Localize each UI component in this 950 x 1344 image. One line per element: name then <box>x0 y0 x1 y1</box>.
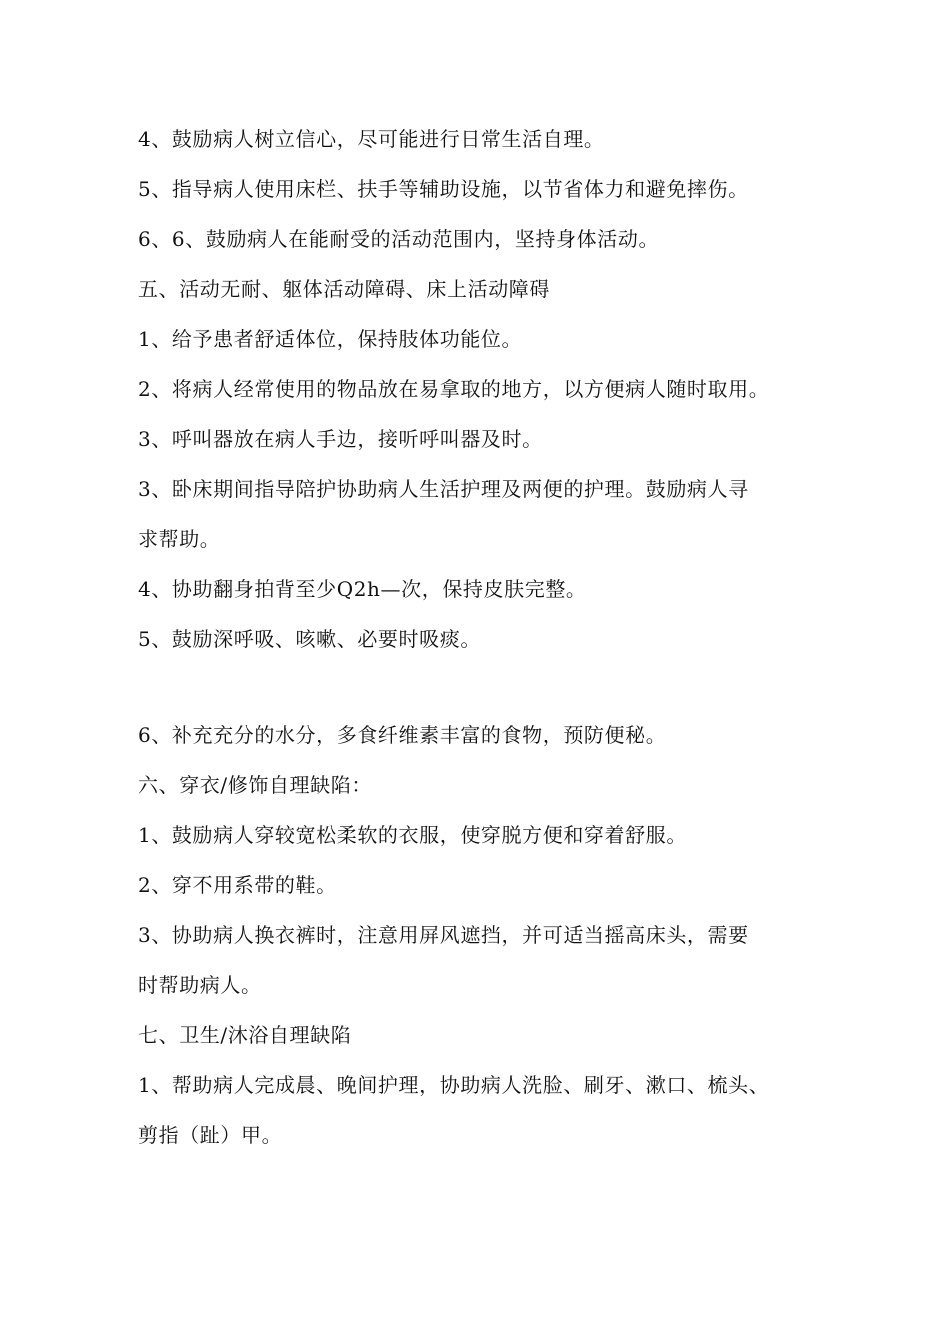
item-6-fluids: 6、补充充分的水分，多食纤维素丰富的食物，预防便秘。 <box>138 723 667 747</box>
item-2-shoes: 2、穿不用系带的鞋。 <box>138 873 337 897</box>
item-3-changing-clothes: 3、协助病人换衣裤时，注意用屏风遮挡，并可适当摇高床头，需要 <box>138 923 749 947</box>
item-2-place-items: 2、将病人经常使用的物品放在易拿取的地方，以方便病人随时取用。 <box>138 377 770 401</box>
section-7-heading: 七、卫生/沐浴自理缺陷 <box>138 1023 352 1047</box>
item-1-loose-clothing: 1、鼓励病人穿较宽松柔软的衣服，使穿脱方便和穿着舒服。 <box>138 823 687 847</box>
item-4-turning: 4、协助翻身拍背至少Q2h—次，保持皮肤完整。 <box>138 577 587 601</box>
item-3-bed-rest-care: 3、卧床期间指导陪护协助病人生活护理及两便的护理。鼓励病人寻 <box>138 477 749 501</box>
item-5-guide-assistive-devices: 5、指导病人使用床栏、扶手等辅助设施，以节省体力和避免摔伤。 <box>138 177 749 201</box>
item-1-morning-evening-care-continued: 剪指（趾）甲。 <box>138 1123 283 1147</box>
item-6-encourage-activity: 6、6、鼓励病人在能耐受的活动范围内，坚持身体活动。 <box>138 227 660 251</box>
item-3-bed-rest-care-continued: 求帮助。 <box>138 527 221 551</box>
item-1-comfortable-position: 1、给予患者舒适体位，保持肢体功能位。 <box>138 327 523 351</box>
item-3-call-button: 3、呼叫器放在病人手边，接听呼叫器及时。 <box>138 427 543 451</box>
item-4-encourage-confidence: 4、鼓励病人树立信心，尽可能进行日常生活自理。 <box>138 127 605 151</box>
section-6-heading: 六、穿衣/修饰自理缺陷： <box>138 773 372 797</box>
item-5-breathing: 5、鼓励深呼吸、咳嗽、必要时吸痰。 <box>138 627 481 651</box>
item-3-changing-clothes-continued: 时帮助病人。 <box>138 973 262 997</box>
item-1-morning-evening-care: 1、帮助病人完成晨、晚间护理，协助病人洗脸、刷牙、漱口、梳头、 <box>138 1073 770 1097</box>
section-5-heading: 五、活动无耐、躯体活动障碍、床上活动障碍 <box>138 277 550 301</box>
